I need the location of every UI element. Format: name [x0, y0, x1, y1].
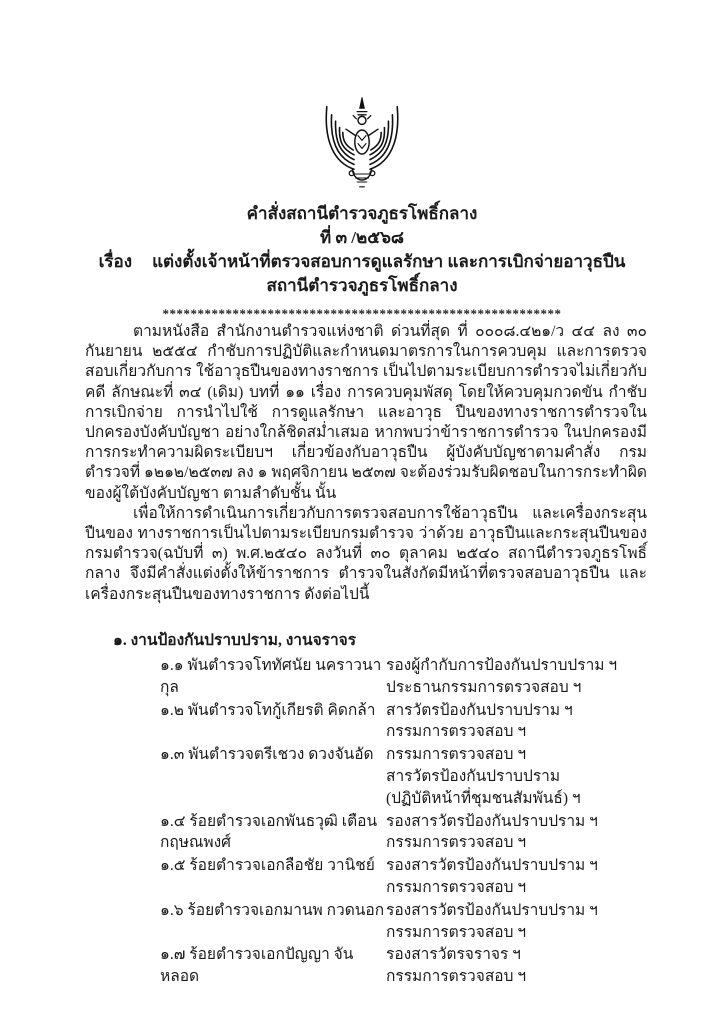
appointee-name: ร้อยตำรวจเอกลือชัย วานิชย์: [189, 857, 375, 875]
appointee-list: [85, 655, 647, 988]
appointee-role-line: กรรมการตรวจสอบ ฯ: [386, 879, 527, 897]
appointee-row: [160, 700, 647, 744]
appointee-roles: [386, 655, 647, 699]
title-block: [0, 202, 724, 326]
appointee-number: ๑.๔: [160, 812, 186, 830]
appointee-row: [160, 655, 647, 699]
appointee-roles: [386, 855, 647, 899]
subject-line-2: สถานีตำรวจภูธรโพธิ์กลาง: [266, 276, 458, 295]
subject-label: เรื่อง: [98, 252, 133, 271]
appointee-row: [160, 744, 647, 809]
subject-text: แต่งตั้งเจ้าหน้าที่ตรวจสอบการดูแลรักษา และการเบิกจ่ายอาวุธปืน: [152, 252, 626, 271]
document-body: [85, 322, 647, 989]
appointee-roles: [386, 700, 647, 744]
appointee-role-line: รองสารวัตรป้องกันปราบปราม ฯ: [386, 812, 598, 830]
appointee-role-line: กรรมการตรวจสอบ ฯ: [386, 834, 527, 852]
section-1-heading: ๑. งานป้องกันปราบปราม, งานจราจร: [113, 631, 357, 649]
appointee-roles: [386, 944, 647, 988]
appointee-row: [160, 855, 647, 899]
appointee-row: [160, 944, 647, 988]
appointee-role-line: กรรมการตรวจสอบ ฯ: [386, 723, 527, 741]
appointee-role-line: กรรมการตรวจสอบ ฯ: [386, 923, 527, 941]
appointee-role-line: รองสารวัตรจราจร ฯ: [386, 946, 521, 964]
appointee-name: ร้อยตำรวจเอกปัญญา จันหลอด: [160, 946, 354, 986]
appointee-role-line: ประธานกรรมการตรวจสอบ ฯ: [386, 678, 582, 696]
paragraph-1: ตามหนังสือ สำนักงานตำรวจแห่งชาติ ด่วนที่สุด ที่ ๐๐๐๘.๔๒๑/ว ๔๔ ลง ๓๐ กันยายน ๒๕๕๔ กำชับการปฏิบัติและกำหนดมาตรการในการควบคุม และการตรวจสอบเกี่ยวกับการ ใช้อาวุธปืนของทางราชการ เป็นไปตามระเบียบการตำรวจไม่เกี่ยวกับคดี ลักษณะที่ ๓๔ (เดิม) บทที่ ๑๑ เรื่อง การควบคุมพัสดุ โดยให้ควบคุมกวดขัน กำชับการเบิกจ่าย การนำไปใช้ การดูแลรักษา และอาวุธ ปืนของทางราชการตำรวจในปกครองบังคับบัญชา อย่างใกล้ชิดสม่ำเสมอ หากพบว่าข้าราชการตำรวจ ในปกครองมีการกระทำความผิดระเบียบฯ เกี่ยวข้องกับอาวุธปืน ผู้บังคับบัญชาตามคำสั่ง กรมตำรวจที่ ๑๒๑๒/๒๕๓๗ ลง ๑ พฤศจิกายน ๒๕๓๗ จะต้องร่วมรับผิดชอบในการกระทำผิดของผู้ใต้บังคับบัญชา ตามลำดับชั้น นั้น: [85, 323, 647, 502]
appointee-name: ร้อยตำรวจเอกพันธวุฒิ เตือนกฤษณพงศ์: [160, 812, 378, 852]
appointee-roles: [386, 900, 647, 944]
appointee-name: พันตำรวจโททัศนัย นคราวนากุล: [160, 657, 382, 696]
asterisk-divider: *********************************************************: [162, 306, 562, 321]
appointee-roles: [386, 744, 647, 809]
appointee-number: ๑.๓: [160, 746, 185, 764]
appointee-role-line: รองสารวัตรป้องกันปราบปราม ฯ: [386, 901, 598, 919]
appointee-role-line: รองผู้กำกับการป้องกันปราบปราม ฯ: [386, 657, 618, 675]
appointee-row: [160, 811, 647, 855]
appointee-role-line: กรรมการตรวจสอบ ฯ: [386, 746, 527, 764]
appointee-name: ร้อยตำรวจเอกมานพ กวดนอก: [187, 901, 385, 919]
appointee-number: ๑.๗: [160, 946, 186, 964]
appointee-number: ๑.๒: [160, 701, 184, 719]
appointee-role-line: (ปฏิบัติหน้าที่ชุมชนสัมพันธ์) ฯ: [386, 789, 581, 807]
appointee-name: พันตำรวจตรีเชวง ดวงจันอัด: [188, 746, 374, 764]
paragraph-2: เพื่อให้การดำเนินการเกี่ยวกับการตรวจสอบการใช้อาวุธปืน และเครื่องกระสุนปืนของ ทางราชการเป็นไปตามระเบียบกรมตำรวจ ว่าด้วย อาวุธปืนและกระสุนปืนของกรมตำรวจ(ฉบับที่ ๓) พ.ศ.๒๕๔๐ ลงวันที่ ๓๐ ตุลาคม ๒๕๔๐ สถานีตำรวจภูธรโพธิ์กลาง จึงมีคำสั่งแต่งตั้งให้ข้าราชการ ตำรวจในสังกัดมีหน้าที่ตรวจสอบอาวุธปืน และเครื่องกระสุนปืนของทางราชการ ดังต่อไปนี้: [85, 504, 647, 603]
subject-line: [0, 250, 724, 274]
appointee-name: พันตำรวจโทกู้เกียรติ คิดกล้า: [187, 701, 376, 719]
appointee-role-line: สารวัตรป้องกันปราบปราม: [386, 768, 561, 786]
appointee-number: ๑.๖: [160, 901, 184, 919]
appointee-number: ๑.๑: [160, 657, 184, 675]
appointee-roles: [386, 811, 647, 855]
appointee-number: ๑.๕: [160, 857, 186, 875]
appointee-role-line: รองสารวัตรป้องกันปราบปราม ฯ: [386, 857, 598, 875]
garuda-emblem: [314, 90, 410, 202]
appointee-role-line: กรรมการตรวจสอบ ฯ: [386, 968, 527, 986]
appointee-role-line: สารวัตรป้องกันปราบปราม ฯ: [386, 701, 573, 719]
document-title: คำสั่งสถานีตำรวจภูธรโพธิ์กลาง: [246, 204, 478, 223]
appointee-row: [160, 900, 647, 944]
order-number: ที่ ๓ /๒๕๖๘: [319, 228, 405, 247]
